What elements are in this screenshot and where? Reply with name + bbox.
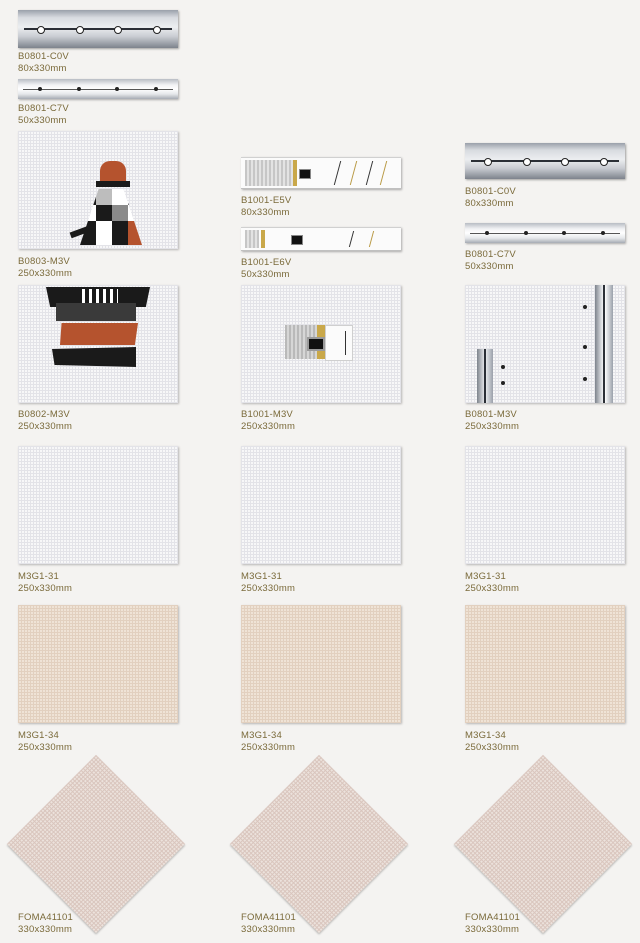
product-size: 250x330mm xyxy=(241,421,296,432)
strip-dot xyxy=(37,26,45,34)
strip-black-cell xyxy=(299,169,311,179)
tile-b0801-c7v-right[interactable] xyxy=(465,223,625,243)
tile-m3g1-34-col1[interactable] xyxy=(18,605,178,723)
product-code: M3G1-31 xyxy=(241,571,283,582)
product-size: 250x330mm xyxy=(18,421,73,432)
label-m3g1-34-col1 xyxy=(18,730,72,754)
strip-tick xyxy=(334,161,341,185)
product-size: 330x330mm xyxy=(241,924,296,935)
decor-dot xyxy=(583,345,587,349)
product-size: 50x330mm xyxy=(465,261,514,272)
product-code: B1001-M3V xyxy=(241,409,293,420)
strip-dot xyxy=(484,158,492,166)
product-code: FOMA41101 xyxy=(465,912,520,923)
label-m3g1-31-col2 xyxy=(241,571,295,595)
product-size: 250x330mm xyxy=(465,421,520,432)
product-code: M3G1-34 xyxy=(18,730,60,741)
label-b1001-e5v xyxy=(241,195,291,219)
tile-foma41101-col3[interactable] xyxy=(453,754,633,934)
strip-gray-block xyxy=(245,160,293,186)
label-b0803-m3v xyxy=(18,256,72,280)
strip-dot xyxy=(561,158,569,166)
product-code: FOMA41101 xyxy=(241,912,296,923)
product-code: M3G1-31 xyxy=(465,571,507,582)
figure-hat xyxy=(100,161,126,183)
product-size: 50x330mm xyxy=(18,115,67,126)
product-size: 250x330mm xyxy=(18,268,73,279)
decor-black-band-bottom xyxy=(52,347,136,367)
strip-gray-block xyxy=(245,230,259,248)
strip-dot xyxy=(115,87,119,91)
product-code: B0803-M3V xyxy=(18,256,70,267)
strip-line xyxy=(23,89,173,90)
strip-dot xyxy=(153,26,161,34)
tile-b0801-c0v-right[interactable] xyxy=(465,143,625,179)
strip-dot xyxy=(77,87,81,91)
product-code: M3G1-31 xyxy=(18,571,60,582)
strip-line xyxy=(471,160,618,162)
decor-brown-band xyxy=(60,323,138,345)
label-foma41101-col1 xyxy=(18,912,73,936)
product-code: B1001-E6V xyxy=(241,257,292,268)
product-code: M3G1-34 xyxy=(241,730,283,741)
label-foma41101-col3 xyxy=(465,912,520,936)
tile-foma41101-col2[interactable] xyxy=(229,754,409,934)
label-m3g1-34-col2 xyxy=(241,730,295,754)
figure-hat-band xyxy=(96,181,130,187)
decor-tick xyxy=(345,331,346,355)
label-m3g1-31-col3 xyxy=(465,571,519,595)
tile-b0801-c0v-left[interactable] xyxy=(18,10,178,48)
strip-tick xyxy=(350,161,357,185)
product-size: 330x330mm xyxy=(18,924,73,935)
diamond-tile xyxy=(7,755,185,933)
tile-b0803-m3v[interactable] xyxy=(18,131,178,249)
product-size: 80x330mm xyxy=(465,198,514,209)
product-code: B0802-M3V xyxy=(18,409,70,420)
label-b0801-c7v-right xyxy=(465,249,516,273)
product-size: 250x330mm xyxy=(241,742,296,753)
strip-dot xyxy=(114,26,122,34)
tile-b1001-e6v[interactable] xyxy=(241,227,401,251)
tile-b0801-m3v[interactable] xyxy=(465,285,625,403)
strip-black-cell xyxy=(291,235,303,245)
product-size: 250x330mm xyxy=(465,742,520,753)
tile-b1001-e5v[interactable] xyxy=(241,157,401,189)
product-code: B0801-M3V xyxy=(465,409,517,420)
product-code: B0801-C0V xyxy=(18,51,69,62)
strip-dot xyxy=(562,231,566,235)
label-b0801-c0v-right xyxy=(465,186,516,210)
strip-dot xyxy=(524,231,528,235)
figure-body xyxy=(80,189,142,245)
strip-dot xyxy=(38,87,42,91)
product-size: 330x330mm xyxy=(465,924,520,935)
diamond-tile xyxy=(454,755,632,933)
label-b0801-c7v-left xyxy=(18,103,69,127)
tile-m3g1-34-col3[interactable] xyxy=(465,605,625,723)
strip-dot xyxy=(601,231,605,235)
decor-white-panel xyxy=(325,325,353,361)
decor-dot xyxy=(501,381,505,385)
product-code: B1001-E5V xyxy=(241,195,292,206)
product-code: M3G1-34 xyxy=(465,730,507,741)
strip-dot xyxy=(485,231,489,235)
strip-line xyxy=(470,233,620,234)
label-foma41101-col2 xyxy=(241,912,296,936)
decor-black-cell xyxy=(307,337,325,351)
tile-b0802-m3v[interactable] xyxy=(18,285,178,403)
tile-b1001-m3v[interactable] xyxy=(241,285,401,403)
tile-b0801-c7v-left[interactable] xyxy=(18,79,178,99)
strip-dot xyxy=(523,158,531,166)
product-code: B0801-C7V xyxy=(465,249,516,260)
label-m3g1-34-col3 xyxy=(465,730,519,754)
decor-gray-block xyxy=(56,303,136,321)
label-b1001-e6v xyxy=(241,257,291,281)
strip-dot xyxy=(154,87,158,91)
product-size: 250x330mm xyxy=(18,583,73,594)
strip-tick xyxy=(380,161,387,185)
tile-m3g1-31-col3[interactable] xyxy=(465,446,625,564)
diamond-tile xyxy=(230,755,408,933)
decor-short-line xyxy=(484,349,486,403)
product-code: B0801-C7V xyxy=(18,103,69,114)
product-code: B0801-C0V xyxy=(465,186,516,197)
tile-m3g1-31-col1[interactable] xyxy=(18,446,178,564)
tile-foma41101-col1[interactable] xyxy=(6,754,186,934)
decor-dot xyxy=(501,365,505,369)
strip-gold-bar xyxy=(261,230,265,248)
label-b0802-m3v xyxy=(18,409,72,433)
product-size: 80x330mm xyxy=(18,63,67,74)
label-b0801-m3v xyxy=(465,409,519,433)
strip-dot xyxy=(76,26,84,34)
product-size: 50x330mm xyxy=(241,269,290,280)
tile-m3g1-34-col2[interactable] xyxy=(241,605,401,723)
decor-dot xyxy=(583,305,587,309)
label-b1001-m3v xyxy=(241,409,295,433)
strip-line xyxy=(24,28,171,30)
strip-tick xyxy=(369,231,374,247)
label-m3g1-31-col1 xyxy=(18,571,72,595)
strip-tick xyxy=(366,161,373,185)
product-size: 250x330mm xyxy=(465,583,520,594)
decor-dot xyxy=(583,377,587,381)
strip-tick xyxy=(349,231,354,247)
product-code: FOMA41101 xyxy=(18,912,73,923)
label-b0801-c0v-left xyxy=(18,51,69,75)
strip-gold-bar xyxy=(293,160,297,186)
tile-m3g1-31-col2[interactable] xyxy=(241,446,401,564)
strip-dot xyxy=(600,158,608,166)
product-size: 250x330mm xyxy=(18,742,73,753)
decor-vertical-line xyxy=(603,285,605,403)
product-size: 80x330mm xyxy=(241,207,290,218)
product-size: 250x330mm xyxy=(241,583,296,594)
